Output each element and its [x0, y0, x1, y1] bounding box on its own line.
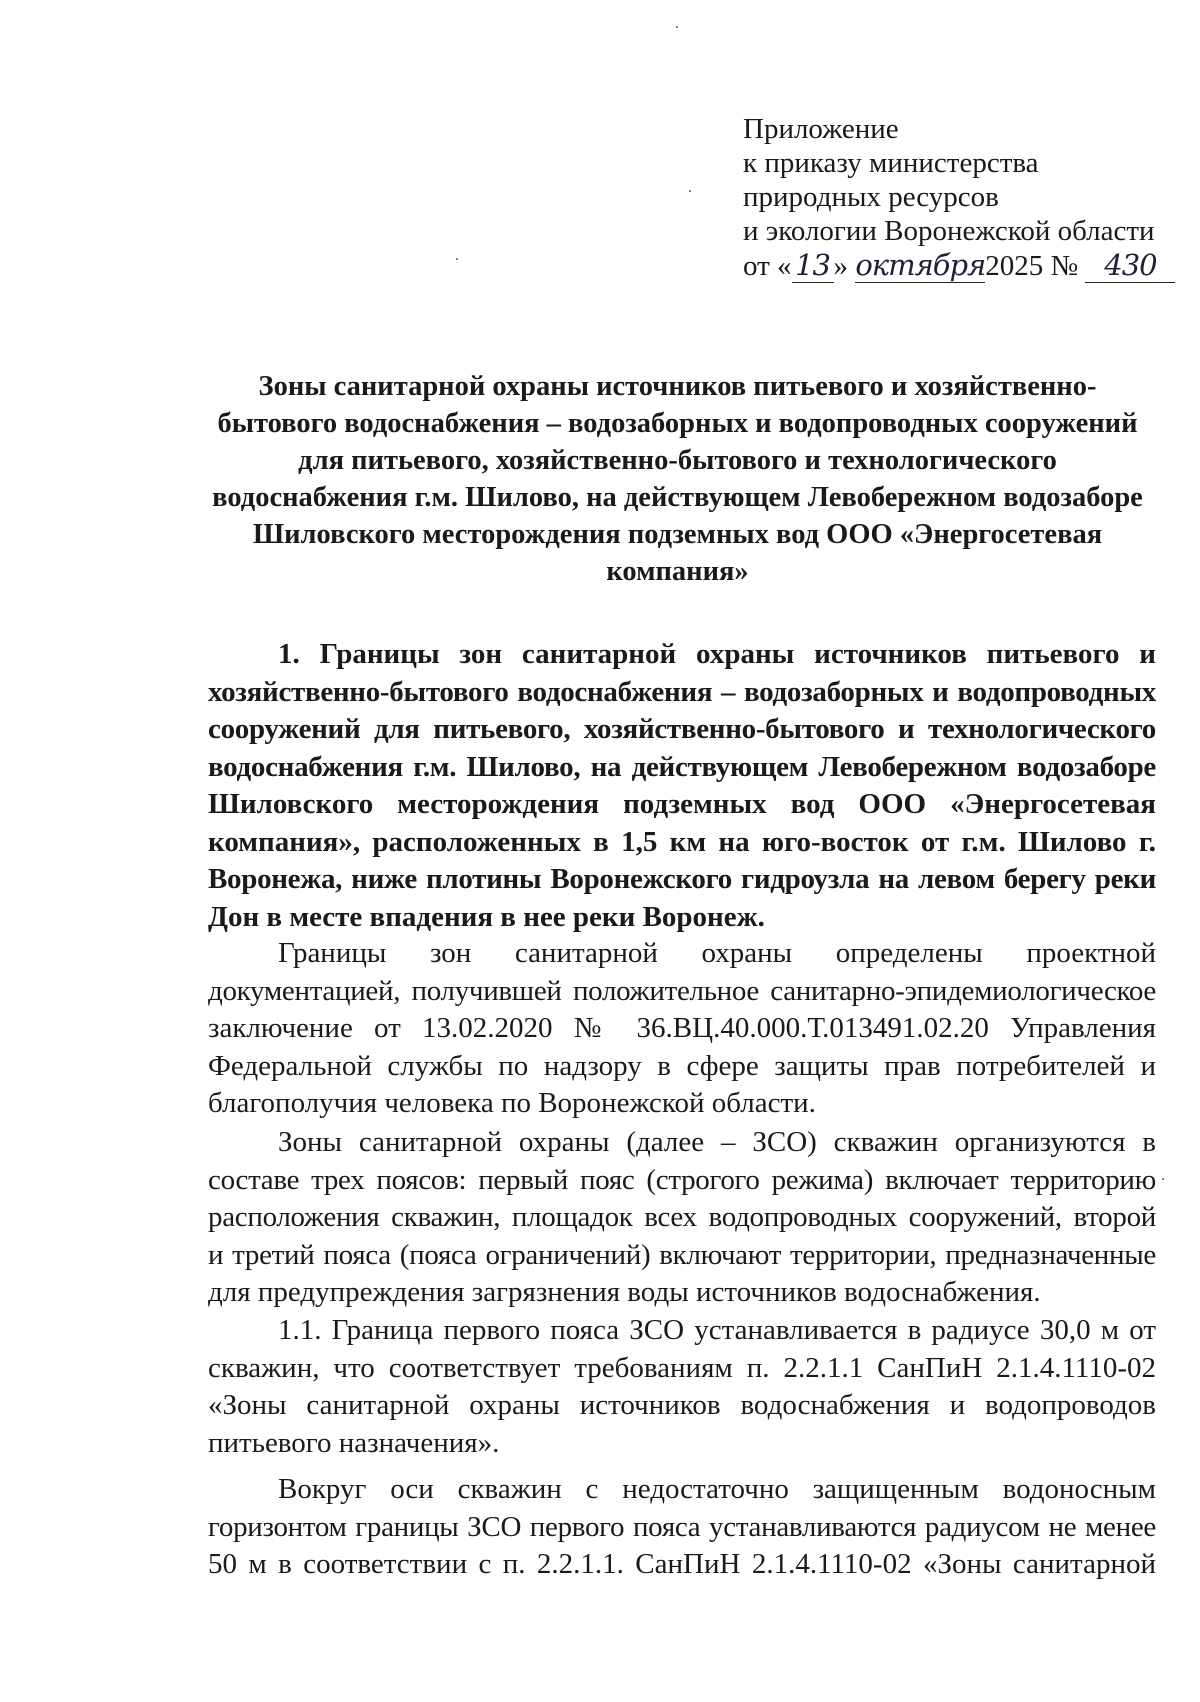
paragraph-line: горизонтом границы ЗСО первого пояса устанавливаются радиусом не менее — [208, 1510, 1156, 1543]
paragraph-line: «Зоны санитарной охраны источников водоснабжения и водопроводов — [208, 1389, 1156, 1421]
paragraph-line: Вокруг оси скважин с недостаточно защищенным водоносным — [278, 1473, 1156, 1505]
paragraph-line: благополучия человека по Воронежской области. — [208, 1087, 816, 1119]
quote-close: » — [833, 250, 849, 282]
title-line: Зоны санитарной охраны источников питьевого и хозяйственно- — [258, 371, 1097, 402]
paragraph-line: Границы зон санитарной охраны определены проектной — [278, 937, 1156, 969]
handwritten-month: октября — [855, 248, 986, 282]
date-prefix: от « — [743, 250, 792, 282]
paragraph-line: 1.1. Граница первого пояса ЗСО устанавливается в радиусе 30,0 м от — [278, 1314, 1156, 1346]
title-line: для питьевого, хозяйственно-бытового и технологического — [298, 445, 1057, 476]
section-line: хозяйственно-бытового водоснабжения – водозаборных и водопроводных — [208, 675, 1156, 708]
paragraph-line: питьевого назначения». — [208, 1426, 500, 1459]
appendix-line: к приказу министерства — [743, 147, 1039, 179]
scan-speck — [676, 26, 678, 28]
paragraph-line: составе трех поясов: первый пояс (строгого режима) включает территорию — [208, 1163, 1156, 1196]
paragraph-line: для предупреждения загрязнения воды источников водоснабжения. — [208, 1276, 1041, 1308]
title-line: водоснабжения г.м. Шилово, на действующем Левобережном водозаборе — [212, 482, 1143, 513]
paragraph-3 — [208, 1124, 1156, 1312]
scan-speck — [689, 190, 691, 192]
handwritten-order-number: 430 — [1085, 248, 1175, 283]
appendix-line: и экологии Воронежской области — [743, 215, 1155, 247]
scan-speck — [1162, 1178, 1164, 1180]
section-line: Дон в месте впадения в нее реки Воронеж. — [208, 900, 765, 933]
paragraph-2 — [208, 935, 1156, 1123]
paragraph-line: 50 м в соответствии с п. 2.2.1.1. СанПиН 2.1.4.1110-02 «Зоны санитарной — [208, 1548, 1156, 1580]
section-line: Воронежа, ниже плотины Воронежского гидроузла на левом берегу реки — [208, 863, 1156, 895]
paragraph-line: Федеральной службы по надзору в сфере защиты прав потребителей и — [208, 1049, 1156, 1082]
paragraph-line: документацией, получившей положительное санитарно-эпидемиологическое — [208, 974, 1156, 1007]
title-line: Шиловского месторождения подземных вод ООО «Энергосетевая — [252, 519, 1103, 550]
title-line: бытового водоснабжения – водозаборных и водопроводных сооружений — [217, 408, 1138, 439]
section-line: компания», расположенных в 1,5 км на юго-восток от г.м. Шилово г. — [208, 825, 1156, 858]
paragraph-line: расположения скважин, площадок всех водопроводных сооружений, второй — [208, 1201, 1156, 1233]
year-number-label: 2025 № — [985, 250, 1079, 282]
section-line: Шиловского месторождения подземных вод ООО «Энергосетевая — [208, 788, 1156, 820]
section-line: 1. Границы зон санитарной охраны источников питьевого и — [278, 638, 1156, 670]
appendix-line: Приложение — [743, 113, 899, 145]
section-line: сооружений для питьевого, хозяйственно-бытового и технологического — [208, 713, 1156, 745]
paragraph-5 — [208, 1471, 1156, 1584]
paragraph-line: и третий пояса (пояса ограничений) включают территории, предназначенные — [208, 1238, 1156, 1271]
handwritten-day: 13 — [792, 248, 834, 283]
section-line: водоснабжения г.м. Шилово, на действующем Левобережном водозаборе — [208, 750, 1156, 783]
appendix-header — [743, 112, 1175, 283]
appendix-line: природных ресурсов — [743, 181, 999, 213]
document-title — [200, 368, 1155, 590]
paragraph-line: заключение от 13.02.2020 № 36.ВЦ.40.000.Т.013491.02.20 Управления — [208, 1012, 1156, 1044]
section-1-heading — [208, 636, 1156, 936]
paragraph-4 — [208, 1312, 1156, 1462]
paragraph-line: скважин, что соответствует требованиям п. 2.2.1.1 СанПиН 2.1.4.1110-02 — [208, 1351, 1156, 1384]
paragraph-line: Зоны санитарной охраны (далее – ЗСО) скважин организуются в — [278, 1126, 1156, 1158]
scan-speck — [456, 258, 458, 260]
appendix-date-line — [743, 248, 1175, 283]
title-line: компания» — [606, 556, 749, 587]
